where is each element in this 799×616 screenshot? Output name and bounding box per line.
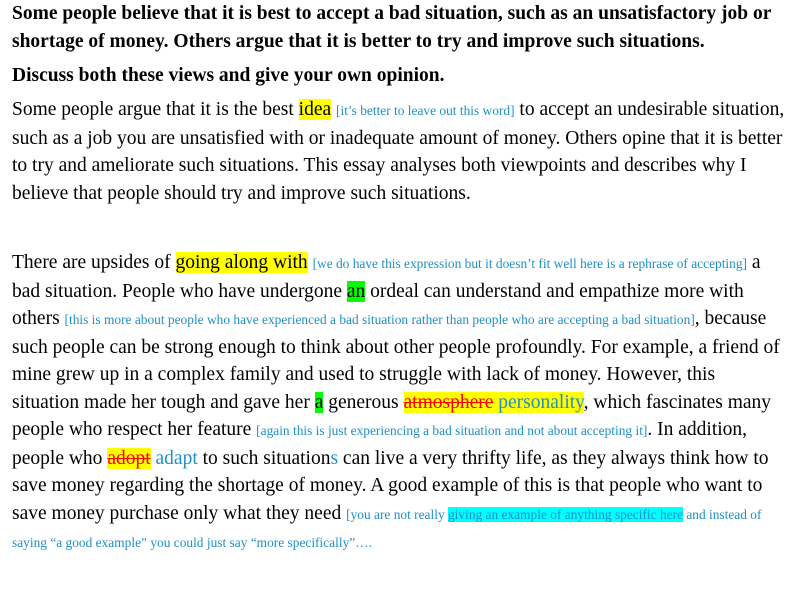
body-paragraph: [12, 249, 787, 557]
deleted-word: atmosphere: [403, 391, 494, 413]
text-run: to accept an undesirable situation, such as a job you are unsatisfied with or inadequate amount of money. Others opine that it is better to try and ameliorate such situations. This essay analyses both viewpoints and describes why I believe that people should try and improve such situations.: [12, 99, 785, 204]
highlighted-word: an: [346, 280, 366, 302]
tutor-comment: [we do have this expression but it doesn’t fit well here is a rephrase of accepting]: [312, 256, 747, 271]
tutor-comment: [this is more about people who have experienced a bad situation rather than people who are accepting a bad situation]: [64, 312, 695, 327]
inserted-word: personality: [493, 391, 584, 413]
inserted-word: adapt: [150, 447, 198, 469]
text-run: . In addition, people who: [12, 419, 748, 469]
text-run: to such situation: [197, 447, 331, 469]
prompt-statement: Some people believe that it is best to accept a bad situation, such as an unsatisfactory job or shortage of money. Others argue that it is better to try and improve such situations.: [12, 3, 772, 52]
essay-prompt: [12, 0, 787, 90]
comment-highlight: giving an example of anything specific here: [447, 506, 683, 522]
tutor-comment: [it’s better to leave out this word]: [336, 103, 515, 118]
text-run: ordeal can understand and empathize more with others: [12, 280, 744, 329]
text-run: a bad situation. People who have undergone: [12, 252, 761, 302]
text-run: There are upsides of: [12, 252, 176, 273]
introduction-paragraph: [12, 96, 787, 207]
text-run: Some people argue that it is the best: [12, 99, 299, 120]
highlighted-phrase: going along with: [175, 252, 308, 273]
text-run: , because such people can be strong enough to think about other people profoundly. For example, a friend of mine grew up in a complex family and used to struggle with lack of money. However, this situation made her tough and gave her: [12, 308, 780, 413]
highlighted-word: idea: [298, 99, 332, 120]
comment-text: [you are not really: [346, 506, 448, 522]
text-run: generous: [323, 391, 404, 413]
text-run: , which fascinates many people who respect her feature: [12, 391, 772, 440]
tutor-comment: [again this is just experiencing a bad situation and not about accepting it]: [256, 423, 648, 438]
inserted-letter: s: [330, 447, 339, 469]
highlighted-word: a: [314, 391, 324, 413]
prompt-question: Discuss both these views and give your own opinion.: [12, 65, 445, 86]
comment-text: and instead of saying “a good example” you could just say “more specifically”….: [12, 506, 762, 550]
essay-body: [12, 96, 787, 557]
text-run: can live a very thrifty life, as they always think how to save money regarding the shortage of money. A good example of this is that people who want to save money purchase only what they need: [12, 447, 769, 524]
correction-highlight: [404, 392, 584, 413]
deleted-word: adopt: [107, 447, 151, 469]
